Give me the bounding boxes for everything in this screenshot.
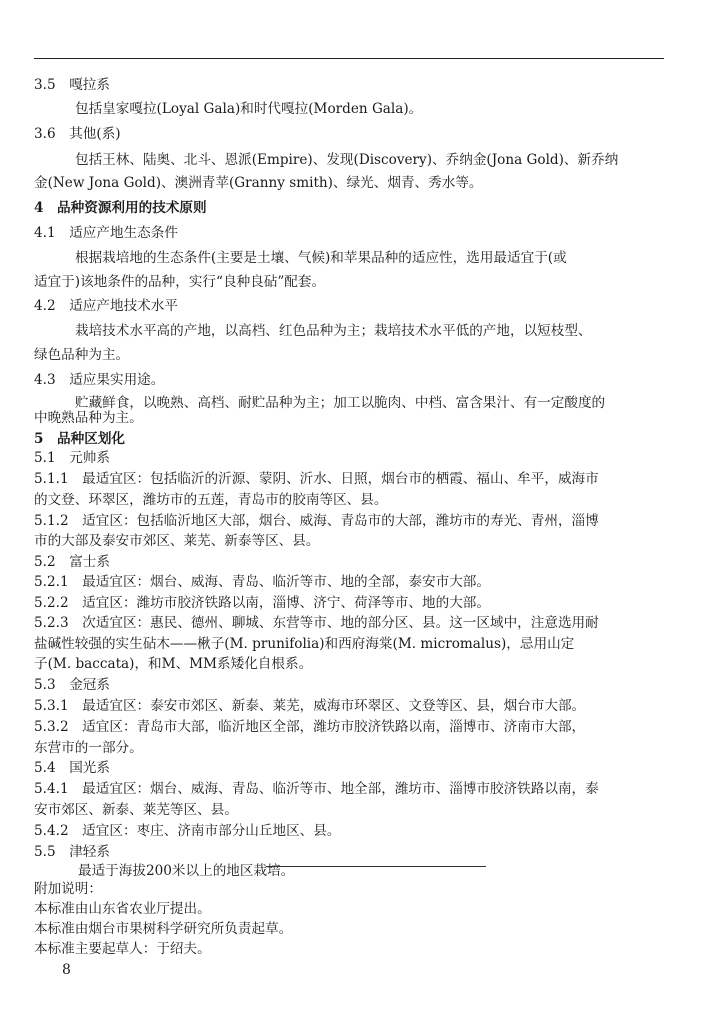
- section-heading: 3.5 嘎拉系: [34, 77, 110, 93]
- paragraph-line: 市的大部及泰安市郊区、莱芜、新泰等区、县。: [34, 533, 320, 549]
- paragraph-line: 的文登、环翠区，潍坊市的五莲，青岛市的胶南等区、县。: [34, 492, 388, 508]
- chapter-heading: 4 品种资源利用的技术原则: [34, 200, 207, 216]
- section-heading: 5.1 元帅系: [34, 450, 110, 466]
- paragraph-line: 最适于海拔200米以上的地区栽培。: [78, 863, 295, 879]
- appendix-line: 本标准由烟台市果树科学研究所负责起草。: [34, 921, 293, 937]
- paragraph-line: 5.4.1 最适宜区：烟台、威海、青岛、临沂等市、地全部，潍坊市、淄博市胶济铁路以南，泰: [34, 781, 599, 797]
- separator-rule: [266, 866, 486, 867]
- paragraph-line: 5.3.1 最适宜区：泰安市郊区、新泰、莱芜，威海市环翠区、文登等区、县，烟台市大部。: [34, 698, 586, 714]
- appendix-heading: 附加说明：: [34, 881, 102, 897]
- paragraph-line: 包括王林、陆奥、北斗、恩派(Empire)、发现(Discovery)、乔纳金(Jona Gold)、新乔纳: [75, 152, 619, 168]
- section-heading: 5.5 津轻系: [34, 844, 110, 860]
- appendix-line: 本标准主要起草人：于绍夫。: [34, 941, 211, 957]
- paragraph-line: 栽培技术水平高的产地，以高档、红色品种为主；栽培技术水平低的产地，以短枝型、: [75, 323, 592, 339]
- paragraph-line: 适宜于)该地条件的品种，实行“良种良砧”配套。: [34, 274, 326, 290]
- paragraph-line: 东营市的一部分。: [34, 740, 143, 756]
- page-number: 8: [62, 962, 71, 978]
- paragraph-line: 5.2.2 适宜区：潍坊市胶济铁路以南，淄博、济宁、荷泽等市、地的大部。: [34, 595, 490, 611]
- paragraph-line: 5.1.1 最适宜区：包括临沂的沂源、蒙阴、沂水、日照，烟台市的栖霞、福山、牟平，威海市: [34, 471, 599, 487]
- paragraph-line: 包括皇家嘎拉(Loyal Gala)和时代嘎拉(Morden Gala)。: [75, 101, 423, 117]
- paragraph-line: 5.2.3 次适宜区：惠民、德州、聊城、东营等市、地的部分区、县。这一区域中，注意选用耐: [34, 615, 599, 631]
- paragraph-line: 中晚熟品种为主。: [34, 410, 143, 426]
- section-heading: 4.3 适应果实用途。: [34, 372, 165, 388]
- paragraph-line: 盐碱性较强的实生砧木——楸子(M. prunifolia)和西府海棠(M. micromalus)，忌用山定: [34, 636, 575, 652]
- paragraph-line: 5.4.2 适宜区：枣庄、济南市部分山丘地区、县。: [34, 823, 341, 839]
- appendix-line: 本标准由山东省农业厅提出。: [34, 901, 211, 917]
- paragraph-line: 安市郊区、新泰、莱芜等区、县。: [34, 802, 238, 818]
- chapter-heading: 5 品种区划化: [34, 431, 126, 447]
- section-heading: 4.2 适应产地技术水平: [34, 298, 178, 314]
- section-heading: 3.6 其他(系): [34, 126, 121, 142]
- paragraph-line: 5.1.2 适宜区：包括临沂地区大部，烟台、威海、青岛市的大部，潍坊市的寿光、青州，淄博: [34, 513, 599, 529]
- paragraph-line: 5.3.2 适宜区：青岛市大部，临沂地区全部，潍坊市胶济铁路以南，淄博市、济南市大部，: [34, 719, 586, 735]
- paragraph-line: 根据栽培地的生态条件(主要是土壤、气候)和苹果品种的适应性，选用最适宜于(或: [75, 250, 567, 266]
- paragraph-line: 贮藏鲜食，以晚熟、高档、耐贮品种为主；加工以脆肉、中档、富含果汁、有一定酸度的: [75, 395, 606, 411]
- section-heading: 5.3 金冠系: [34, 677, 110, 693]
- top-rule: [34, 58, 664, 59]
- section-heading: 5.4 国光系: [34, 760, 110, 776]
- section-heading: 4.1 适应产地生态条件: [34, 225, 178, 241]
- paragraph-line: 绿色品种为主。: [34, 347, 130, 363]
- paragraph-line: 子(M. baccata)，和M、MM系矮化自根系。: [34, 656, 313, 672]
- paragraph-line: 5.2.1 最适宜区：烟台、威海、青岛、临沂等市、地的全部，泰安市大部。: [34, 574, 490, 590]
- paragraph-line: 金(New Jona Gold)、澳洲青苹(Granny smith)、绿光、烟青、秀水等。: [34, 175, 483, 191]
- section-heading: 5.2 富士系: [34, 554, 110, 570]
